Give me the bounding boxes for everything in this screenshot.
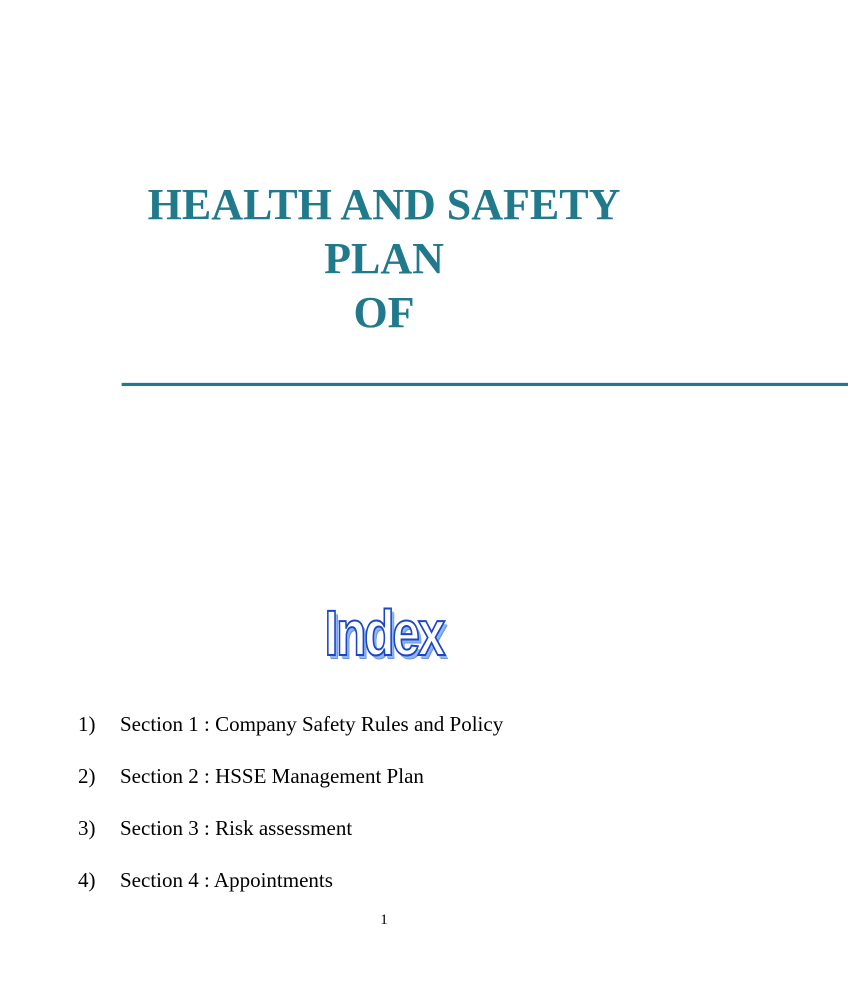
toc-text: Section 1 : Company Safety Rules and Policy: [120, 712, 504, 736]
page-number: 1: [380, 912, 388, 928]
toc-item-4: [78, 862, 698, 914]
table-of-contents: [78, 706, 698, 914]
toc-item-3: [78, 810, 698, 862]
toc-number: 4): [78, 868, 96, 892]
toc-item-2: [78, 758, 698, 810]
toc-number: 2): [78, 764, 96, 788]
toc-text: Section 3 : Risk assessment: [120, 816, 353, 840]
document-title: [0, 178, 768, 340]
title-line-1: HEALTH AND SAFETY: [147, 180, 621, 229]
index-heading: Index: [324, 597, 444, 669]
title-line-2: PLAN: [324, 234, 444, 283]
toc-text: Section 2 : HSSE Management Plan: [120, 764, 424, 788]
toc-number: 3): [78, 816, 96, 840]
toc-number: 1): [78, 712, 96, 736]
toc-text: Section 4 : Appointments: [120, 868, 333, 892]
company-name-blank: _________________________________: [122, 341, 848, 390]
title-line-3: OF: [353, 288, 415, 337]
toc-item-1: [78, 706, 698, 758]
